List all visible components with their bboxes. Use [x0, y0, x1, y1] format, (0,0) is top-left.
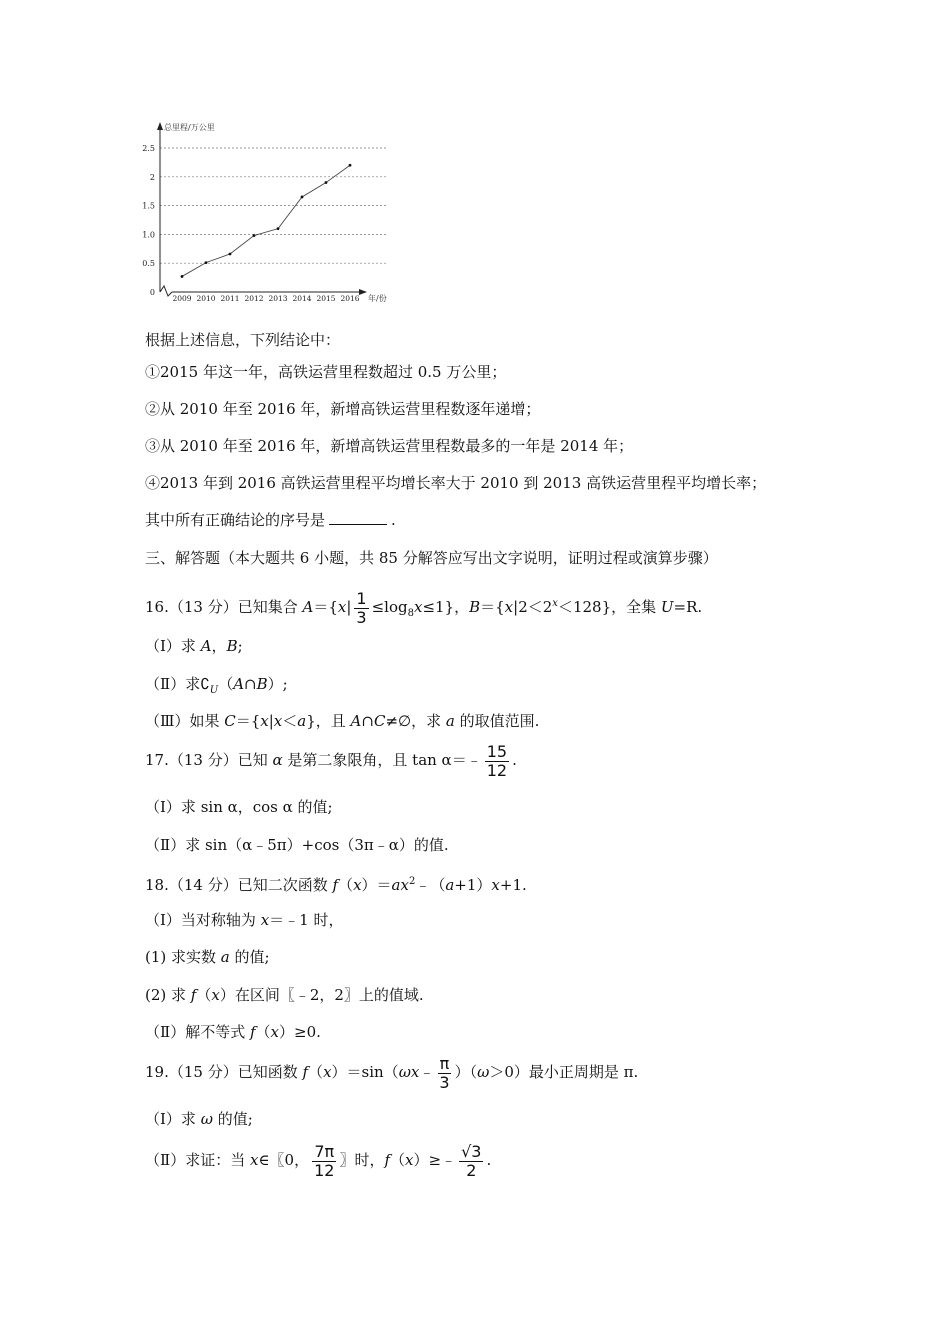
q17-text: . [512, 751, 517, 769]
q19-2-var: f [384, 1151, 391, 1169]
q18-1-var: x [260, 911, 270, 929]
frac-num: √3 [461, 1141, 482, 1161]
q16-1-var: B [226, 637, 238, 655]
y-tick-label: 1.0 [142, 230, 155, 240]
q16-3-var: C [373, 712, 386, 730]
section-3-heading: 三、解答题（本大题共 6 小题，共 85 分解答应写出文字说明，证明过程或演算步骤） [145, 549, 718, 567]
q16-var: B [469, 598, 481, 616]
q19-text: ＞0）最小正周期是 π. [489, 1063, 639, 1081]
q17-text: 17.（13 分）已知 [145, 751, 273, 769]
q16-1-text: ; [237, 637, 243, 655]
q16-2-var: B [256, 675, 268, 693]
q19-text: （ [308, 1063, 324, 1081]
q16-3-var: x [273, 712, 283, 730]
q16-3-text: （Ⅲ）如果 [145, 712, 225, 730]
question-18 [145, 871, 527, 896]
question-17 [145, 740, 517, 780]
q18-3-var: f [190, 986, 197, 1004]
q19-1-text: 的值; [212, 1110, 253, 1128]
frac-den: 3 [356, 607, 367, 627]
frac-num: 7π [314, 1141, 335, 1161]
q18-sub-2 [145, 984, 424, 1006]
q18-var: ax [391, 876, 409, 894]
q16-2-text: （ [218, 675, 234, 693]
mileage-line-chart [138, 118, 398, 308]
q19-text: ）＝sin（ [331, 1063, 399, 1081]
q18-text: ﹣（ [415, 876, 446, 894]
data-point [325, 181, 328, 184]
q19-text: ）（ [454, 1063, 478, 1081]
fraction-7pi-12 [312, 1143, 336, 1180]
q16-text: 16.（13 分）已知集合 [145, 598, 303, 616]
answer-blank[interactable] [329, 510, 387, 525]
q16-text: |2＜2 [513, 598, 553, 616]
q19-var: f [302, 1063, 309, 1081]
q16-3-text: }，且 [306, 712, 351, 730]
frac-num: π [439, 1053, 450, 1073]
x-tick-label: 2010 [196, 294, 216, 303]
q16-var: x [337, 598, 347, 616]
y-tick-label: 0.5 [142, 259, 155, 269]
q19-1-text: （Ⅰ）求 [145, 1110, 201, 1128]
y-tick-label: 0 [149, 288, 155, 297]
q17-part-2: （Ⅱ）求 sin（α﹣5π）+cos（3π﹣α）的值. [145, 836, 449, 854]
x-axis-title: 年/份 [368, 294, 387, 303]
frac-num: 1 [356, 588, 367, 608]
q18-1-text: （Ⅰ）当对称轴为 [145, 911, 261, 929]
q19-2-text: . [486, 1151, 492, 1169]
q19-text: 19.（15 分）已知函数 [145, 1063, 303, 1081]
y-axis-title: 总里程/万公里 [164, 123, 215, 132]
q18-var: f [332, 876, 339, 894]
q16-var: A [302, 598, 314, 616]
q16-var: x [413, 598, 423, 616]
q18-var: a [445, 876, 455, 894]
series-points [181, 164, 352, 278]
chart-grid [160, 148, 386, 263]
fraction-15-12 [485, 743, 509, 780]
q19-part-2 [145, 1140, 491, 1180]
x-tick-labels [172, 294, 359, 303]
q16-3-var: C [224, 712, 236, 730]
q18-4-var: f [249, 1023, 256, 1041]
q18-exp: 2 [408, 876, 416, 887]
q16-1-text: ， [211, 637, 227, 655]
x-tick-label: 2009 [172, 294, 192, 303]
q17-part-1: （Ⅰ）求 sin α，cos α 的值; [145, 798, 333, 816]
x-axis-arrow [359, 289, 367, 295]
x-tick-label: 2014 [292, 294, 312, 303]
question-19 [145, 1052, 638, 1092]
fraction-pi-3 [437, 1055, 451, 1092]
q16-3-text: | [268, 712, 274, 730]
q16-text: ≤1}， [422, 598, 470, 616]
q16-1-var: A [200, 637, 212, 655]
intro-line: 根据上述信息，下列结论中： [145, 331, 341, 349]
conclusion-3: ③从 2010 年至 2016 年，新增高铁运营里程数最多的一年是 2014 年； [145, 437, 634, 455]
q18-var: x [491, 876, 500, 894]
q16-3-var: A [350, 712, 362, 730]
q16-3-text: ≠∅，求 [385, 712, 446, 730]
q16-3-var: a [445, 712, 455, 730]
q16-3-text: 的取值范围. [454, 712, 540, 730]
q19-1-var: ω [200, 1110, 213, 1128]
q18-text: 18.（14 分）已知二次函数 [145, 876, 333, 894]
q19-2-text: ）≥﹣ [413, 1151, 457, 1169]
q16-2-text: （Ⅱ）求∁ [145, 675, 210, 693]
q16-2-var: A [233, 675, 245, 693]
x-tick-label: 2013 [268, 294, 288, 303]
q19-2-text: （ [390, 1151, 406, 1169]
y-tick-label: 2 [149, 172, 155, 182]
q18-text: +1） [454, 876, 492, 894]
frac-den: 2 [466, 1160, 477, 1180]
answer-prompt [145, 509, 396, 531]
q18-4-text: （Ⅱ）解不等式 [145, 1023, 250, 1041]
data-point [277, 227, 280, 230]
q19-var: ωx [398, 1063, 420, 1081]
q16-text: =R. [673, 598, 703, 616]
q16-3-text: ＝{ [235, 712, 261, 730]
q18-2-var: a [220, 948, 230, 966]
q18-part-1 [145, 909, 343, 931]
q19-var: x [323, 1063, 332, 1081]
frac-num: 15 [486, 741, 508, 761]
q19-var: ω [477, 1063, 490, 1081]
x-tick-label: 2015 [316, 294, 336, 303]
q18-1-text: ＝﹣1 时， [269, 911, 344, 929]
q18-4-var: x [270, 1023, 280, 1041]
frac-den: 12 [486, 760, 508, 780]
q17-var: α [272, 751, 283, 769]
q16-2-sub: U [209, 685, 219, 696]
q16-text: ≤log [371, 598, 408, 616]
q17-text: 是第二象限角，且 tan α＝﹣ [282, 751, 482, 769]
q16-part-2 [145, 673, 288, 702]
x-tick-label: 2016 [340, 294, 360, 303]
q19-part-1 [145, 1108, 253, 1130]
answer-prompt-text: 其中所有正确结论的序号是 [145, 511, 326, 529]
x-tick-label: 2012 [244, 294, 264, 303]
q16-3-text: ＜ [282, 712, 298, 730]
data-point [205, 261, 208, 264]
q18-3-text: （ [196, 986, 212, 1004]
axis-break [160, 286, 172, 296]
q16-text: ＝{ [313, 598, 338, 616]
q19-2-var: x [249, 1151, 259, 1169]
y-tick-labels [142, 144, 155, 297]
q18-3-text: (2) 求 [145, 986, 191, 1004]
q18-part-2 [145, 1021, 321, 1043]
q16-3-text: ∩ [361, 712, 374, 730]
y-axis-arrow [157, 122, 163, 130]
q18-sub-1 [145, 946, 270, 968]
log-base: 8 [407, 608, 414, 619]
data-point [349, 164, 352, 167]
answer-prompt-end: . [391, 511, 396, 529]
q18-var: x [353, 876, 362, 894]
conclusion-4: ④2013 年到 2016 高铁运营里程平均增长率大于 2010 到 2013 高铁运营里程平均增长率； [145, 474, 767, 492]
fraction-one-third [354, 590, 368, 627]
q16-3-var: x [260, 712, 269, 730]
q19-2-text: （Ⅱ）求证：当 [145, 1151, 250, 1169]
conclusion-1: ①2015 年这一年，高铁运营里程数超过 0.5 万公里； [145, 363, 507, 381]
q19-2-text: 〗时， [339, 1151, 385, 1169]
q18-2-text: (1) 求实数 [145, 948, 221, 966]
q18-4-text: （ [255, 1023, 271, 1041]
q16-text: | [346, 598, 352, 616]
q16-var: x [504, 598, 514, 616]
q16-text: ＜128}，全集 [557, 598, 661, 616]
x-tick-label: 2011 [220, 294, 240, 303]
q18-text: （ [338, 876, 354, 894]
y-tick-label: 2.5 [142, 144, 155, 153]
conclusion-2: ②从 2010 年至 2016 年，新增高铁运营里程数逐年递增； [145, 400, 541, 418]
q16-part-1 [145, 635, 243, 657]
frac-den: 3 [439, 1072, 450, 1092]
q16-var: U [660, 598, 674, 616]
q18-3-var: x [211, 986, 220, 1004]
y-tick-label: 1.5 [142, 201, 155, 211]
exponent: x [552, 598, 558, 609]
q16-2-text: ）; [267, 675, 288, 693]
q19-2-text: ∈〖0， [258, 1151, 310, 1169]
data-point [301, 196, 304, 199]
question-16 [145, 584, 702, 634]
q19-2-var: x [405, 1151, 414, 1169]
q18-2-text: 的值; [229, 948, 270, 966]
q16-part-3 [145, 710, 539, 732]
q18-4-text: ）≥0. [279, 1023, 321, 1041]
q16-2-text: ∩ [244, 675, 257, 693]
q16-text: ＝{ [480, 598, 505, 616]
fraction-sqrt3-2 [459, 1143, 483, 1180]
data-point [181, 275, 184, 278]
data-point [229, 253, 232, 256]
data-point [253, 234, 256, 237]
q18-text: +1. [499, 876, 527, 894]
q19-text: ﹣ [419, 1063, 435, 1081]
q18-text: ）＝ [361, 876, 392, 894]
q16-1-text: （Ⅰ）求 [145, 637, 201, 655]
frac-den: 12 [314, 1160, 335, 1180]
q16-3-var: a [297, 712, 307, 730]
q18-3-text: ）在区间〖﹣2，2〗上的值域. [219, 986, 424, 1004]
